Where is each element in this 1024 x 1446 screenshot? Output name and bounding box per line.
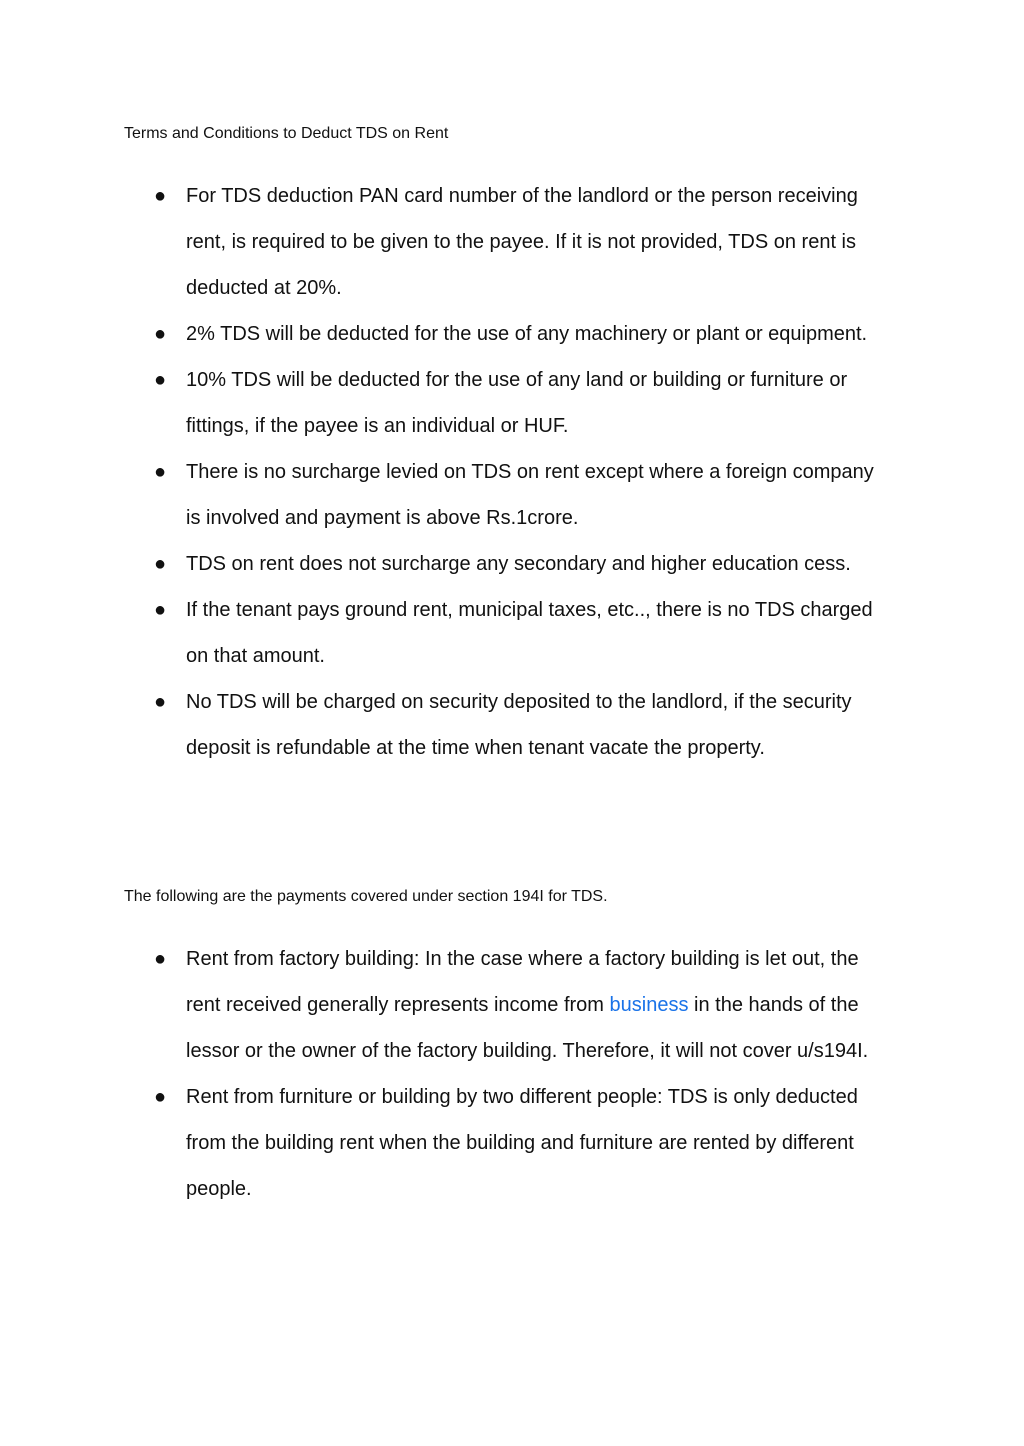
- tds-conditions-list: [0, 173, 1024, 771]
- bullet-icon: ●: [154, 553, 167, 575]
- bullet-icon: ●: [154, 185, 167, 207]
- list-item-text-after-link: in the hands of the lessor or the owner of the factory building. Therefore, it will not cover u/s194I.: [186, 994, 869, 1062]
- list-item: [0, 679, 886, 771]
- list-item-text: 2% TDS will be deducted for the use of any machinery or plant or equipment.: [186, 323, 868, 345]
- bullet-icon: ●: [154, 599, 167, 621]
- bullet-icon: ●: [154, 323, 167, 345]
- list-item: [0, 311, 886, 357]
- list-item-text: Rent from furniture or building by two different people: TDS is only deducted from the building rent when the building and furniture are rented by different people.: [186, 1086, 858, 1200]
- bullet-icon: ●: [154, 691, 167, 713]
- list-item: [0, 936, 886, 1074]
- list-item-text: 10% TDS will be deducted for the use of any land or building or furniture or fittings, if the payee is an individual or HUF.: [186, 369, 848, 437]
- list-item-text: For TDS deduction PAN card number of the landlord or the person receiving rent, is required to be given to the payee. If it is not provided, TDS on rent is deducted at 20%.: [186, 185, 858, 299]
- list-item: [0, 173, 886, 311]
- list-item-text: There is no surcharge levied on TDS on rent except where a foreign company is involved and payment is above Rs.1crore.: [186, 461, 874, 529]
- business-link[interactable]: business: [609, 994, 689, 1016]
- list-item-text: No TDS will be charged on security deposited to the landlord, if the security deposit is refundable at the time when tenant vacate the property.: [186, 691, 852, 759]
- list-item: [0, 587, 886, 679]
- list-item: [0, 541, 886, 587]
- list-item: [0, 449, 886, 541]
- list-item-text: TDS on rent does not surcharge any secondary and higher education cess.: [186, 553, 851, 575]
- section-heading-tds-conditions: Terms and Conditions to Deduct TDS on Rent: [124, 125, 449, 142]
- bullet-icon: ●: [154, 461, 167, 483]
- section-heading-194i-payments: The following are the payments covered under section 194I for TDS.: [124, 888, 608, 905]
- bullet-icon: ●: [154, 948, 167, 970]
- bullet-icon: ●: [154, 369, 167, 391]
- list-item-text-before-link: Rent from factory building: In the case where a factory building is let out, the rent received generally represents income from: [186, 948, 859, 1016]
- list-item: [0, 357, 886, 449]
- list-item: [0, 1074, 886, 1212]
- section-194i-payments-list: [0, 936, 1024, 1212]
- list-item-text: If the tenant pays ground rent, municipal taxes, etc.., there is no TDS charged on that amount.: [186, 599, 873, 667]
- bullet-icon: ●: [154, 1086, 167, 1108]
